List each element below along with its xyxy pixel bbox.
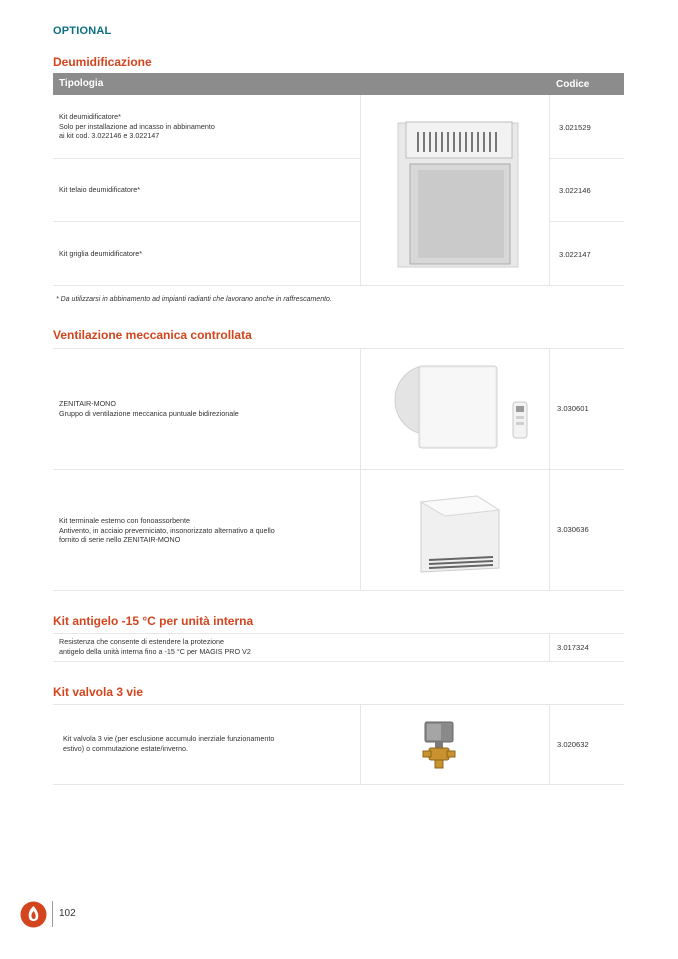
row-text: ai kit cod. 3.022146 e 3.022147 xyxy=(59,131,160,141)
divider xyxy=(53,633,624,634)
divider xyxy=(53,704,624,705)
product-code: 3.021529 xyxy=(559,123,591,132)
row-text: Gruppo di ventilazione meccanica puntuale bidirezionale xyxy=(59,408,239,418)
table-header xyxy=(53,73,624,95)
section-label: OPTIONAL xyxy=(53,25,112,37)
footnote: * Da utilizzarsi in abbinamento ad impianti radianti che lavorano anche in raffrescamento. xyxy=(56,296,332,303)
divider xyxy=(53,661,624,662)
divider xyxy=(360,95,361,285)
table-row-description xyxy=(59,637,251,656)
external-terminal-image xyxy=(415,494,505,576)
divider xyxy=(53,469,624,470)
table-row-description xyxy=(59,516,275,545)
divider xyxy=(53,348,624,349)
row-text: Kit telaio deumidificatore* xyxy=(59,185,141,194)
row-text: Kit terminale esterno con fonoassorbente xyxy=(59,516,191,525)
dehumidifier-image xyxy=(396,120,521,270)
col-tipologia: Tipologia xyxy=(59,78,104,89)
col-codice: Codice xyxy=(556,79,590,90)
row-text: Kit valvola 3 vie (per esclusione accumulo inerziale funzionamento xyxy=(63,734,275,743)
row-text: Solo per installazione ad incasso in abbinamento xyxy=(59,121,215,131)
divider xyxy=(53,285,624,286)
divider xyxy=(53,158,360,159)
row-text: ZENITAIR-MONO xyxy=(59,399,116,408)
section-title-valvola: Kit valvola 3 vie xyxy=(53,685,144,699)
divider xyxy=(53,784,624,785)
divider xyxy=(549,95,550,285)
divider xyxy=(360,704,361,784)
brand-logo-icon xyxy=(20,901,47,928)
section-title-antigelo: Kit antigelo -15 °C per unità interna xyxy=(53,614,254,628)
valve-image xyxy=(419,720,459,770)
table-row-description xyxy=(59,185,140,195)
ventilation-unit-image xyxy=(385,360,535,460)
page-number: 102 xyxy=(59,908,76,919)
table-row-description xyxy=(59,112,215,141)
product-code: 3.030636 xyxy=(557,525,589,534)
row-text: antigelo della unità interna fino a -15 °C per MAGIS PRO V2 xyxy=(59,646,251,656)
product-code: 3.017324 xyxy=(557,643,589,652)
row-text: Resistenza che consente di estendere la protezione xyxy=(59,637,225,646)
row-text: Antivento, in acciaio preverniciato, insonorizzato alternativo a quello xyxy=(59,525,275,535)
divider xyxy=(549,158,624,159)
product-code: 3.020632 xyxy=(557,740,589,749)
row-text: estivo) o commutazione estate/inverno. xyxy=(63,743,189,753)
product-code: 3.030601 xyxy=(557,404,589,413)
product-code: 3.022147 xyxy=(559,250,591,259)
divider xyxy=(549,704,550,784)
row-text: Kit deumidificatore* xyxy=(59,112,121,121)
footer-divider xyxy=(52,901,53,927)
table-row-description xyxy=(59,399,239,418)
divider xyxy=(549,633,550,661)
divider xyxy=(53,590,624,591)
divider xyxy=(53,221,360,222)
section-title-ventilazione: Ventilazione meccanica controllata xyxy=(53,328,252,342)
section-title-deumidificazione: Deumidificazione xyxy=(53,55,152,69)
row-text: Kit griglia deumidificatore* xyxy=(59,249,143,258)
row-text: fornito di serie nello ZENITAIR-MONO xyxy=(59,535,181,545)
table-row-description xyxy=(63,734,274,753)
table-row-description xyxy=(59,249,142,259)
product-code: 3.022146 xyxy=(559,186,591,195)
divider xyxy=(549,221,624,222)
